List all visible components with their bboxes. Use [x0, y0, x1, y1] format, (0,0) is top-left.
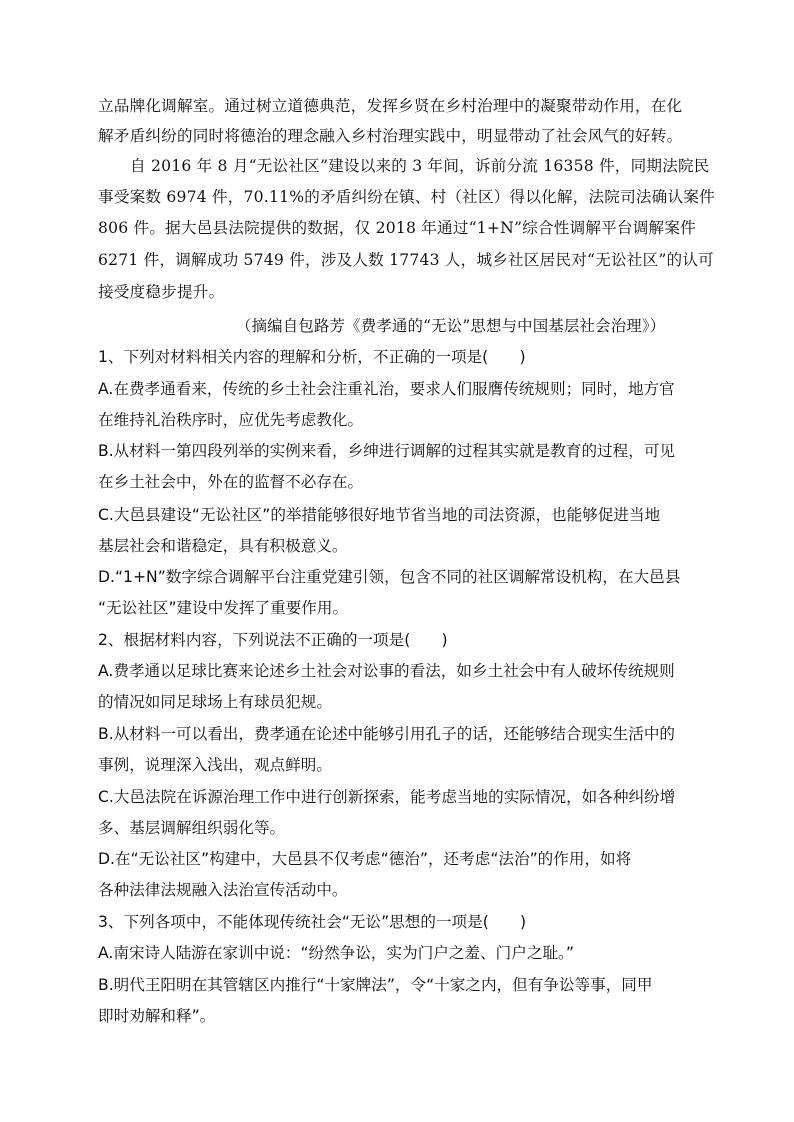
passage-line: 6271 件，调解成功 5749 件，涉及人数 17743 人，城乡社区居民对“无讼社区”的认可: [98, 251, 714, 269]
passage-line: 806 件。据大邑县法院提供的数据，仅 2018 年通过“1+N”综合性调解平台调解案件: [98, 219, 696, 237]
option-line: 基层社会和谐稳定，具有积极意义。: [98, 537, 348, 555]
option-line: 即时劝解和释”。: [98, 1007, 216, 1025]
question-stem: 3、下列各项中，不能体现传统社会“无讼”思想的一项是( ): [98, 913, 527, 931]
option-line: 在乡土社会中，外在的监督不必存在。: [98, 473, 364, 491]
option-line: C.大邑县建设“无讼社区”的举措能够很好地节省当地的司法资源，也能够促进当地: [98, 506, 661, 524]
option-line: 的情况如同足球场上有球员犯规。: [98, 693, 332, 711]
option-line: “无讼社区”建设中发挥了重要作用。: [98, 599, 349, 617]
option-line: B.从材料一第四段列举的实例来看，乡绅进行调解的过程其实就是教育的过程，可见: [98, 442, 676, 460]
option-line: A.在费孝通看来，传统的乡土社会注重礼治，要求人们服膺传统规则；同时，地方官: [98, 380, 675, 398]
option-line: 事例，说理深入浅出，观点鲜明。: [98, 756, 332, 774]
option-line: D.“1+N”数字综合调解平台注重党建引领，包含不同的社区调解常设机构，在大邑县: [98, 568, 681, 586]
passage-line: 事受案数 6974 件，70.11%的矛盾纠纷在镇、村（社区）得以化解，法院司法确认案件: [98, 188, 715, 206]
passage-line: 接受度稳步提升。: [98, 283, 225, 301]
passage-line: 立品牌化调解室。通过树立道德典范，发挥乡贤在乡村治理中的凝聚带动作用，在化: [98, 97, 683, 115]
passage-source: （摘编自包路芳《费孝通的“无讼”思想与中国基层社会治理》）: [236, 317, 666, 335]
option-line: B.从材料一可以看出，费孝通在论述中能够引用孔子的话，还能够结合现实生活中的: [98, 725, 676, 743]
option-line: A.南宋诗人陆游在家训中说：“纷然争讼，实为门户之羞、门户之耻。”: [98, 944, 574, 962]
question-stem: 1、下列对材料相关内容的理解和分析，不正确的一项是( ): [98, 348, 526, 366]
option-line: C.大邑法院在诉源治理工作中进行创新探索，能考虑当地的实际情况，如各种纠纷增: [98, 788, 676, 806]
option-line: D.在“无讼社区”构建中，大邑县不仅考虑“德治”，还考虑“法治”的作用，如将: [98, 850, 632, 868]
passage-line: 解矛盾纠纷的同时将德治的理念融入乡村治理实践中，明显带动了社会风气的好转。: [98, 127, 683, 145]
passage-line: 自 2016 年 8 月“无讼社区”建设以来的 3 年间，诉前分流 16358 件，同期法院民: [130, 157, 710, 175]
question-stem: 2、根据材料内容，下列说法不正确的一项是( ): [98, 631, 448, 649]
option-line: 多、基层调解组织弱化等。: [98, 819, 286, 837]
option-line: B.明代王阳明在其管辖区内推行“十家牌法”，令“十家之内，但有争讼等事，同甲: [98, 976, 653, 994]
option-line: 在维持礼治秩序时，应优先考虑教化。: [98, 411, 364, 429]
option-line: 各种法律法规融入法治宣传活动中。: [98, 881, 348, 899]
option-line: A.费孝通以足球比赛来论述乡土社会对讼事的看法，如乡土社会中有人破坏传统规则: [98, 662, 675, 680]
